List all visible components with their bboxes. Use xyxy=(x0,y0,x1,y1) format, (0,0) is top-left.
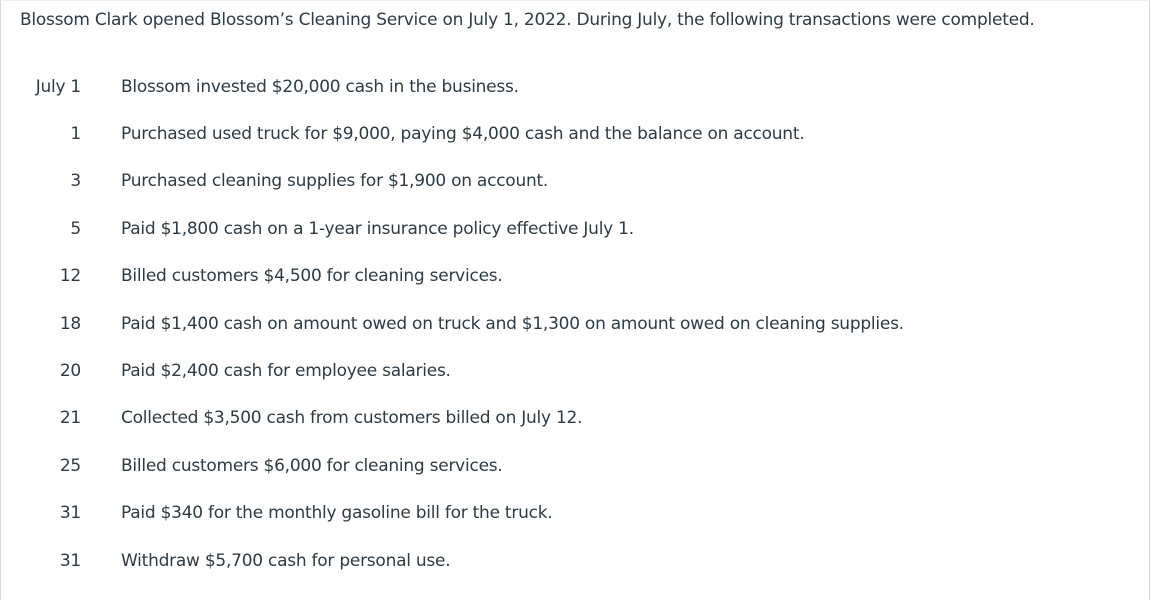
transaction-date: July 1 xyxy=(35,76,81,97)
table-row xyxy=(1,490,904,537)
table-row xyxy=(1,63,904,110)
table-row xyxy=(1,253,904,300)
table-row xyxy=(1,158,904,205)
table-row xyxy=(1,395,904,442)
transaction-description: Paid $1,800 cash on a 1-year insurance policy effective July 1. xyxy=(121,218,634,239)
table-row xyxy=(1,205,904,252)
transaction-date: 21 xyxy=(59,408,81,429)
transaction-date: 5 xyxy=(70,218,81,239)
transaction-description: Paid $2,400 cash for employee salaries. xyxy=(121,361,451,382)
table-row xyxy=(1,537,904,584)
table-row xyxy=(1,110,904,157)
transaction-date: 1 xyxy=(70,124,81,145)
transaction-description: Billed customers $4,500 for cleaning services. xyxy=(121,266,503,287)
transaction-description: Purchased used truck for $9,000, paying $4,000 cash and the balance on account. xyxy=(121,124,805,145)
table-row xyxy=(1,300,904,347)
problem-intro: Blossom Clark opened Blossom’s Cleaning Service on July 1, 2022. During July, the following transactions were completed. xyxy=(20,10,1035,30)
transaction-date: 20 xyxy=(59,361,81,382)
transaction-date: 31 xyxy=(59,550,81,571)
transaction-description: Collected $3,500 cash from customers billed on July 12. xyxy=(121,408,583,429)
transaction-date: 12 xyxy=(59,266,81,287)
transaction-description: Withdraw $5,700 cash for personal use. xyxy=(121,550,451,571)
table-row xyxy=(1,442,904,489)
transaction-date: 31 xyxy=(59,503,81,524)
transaction-date: 3 xyxy=(70,171,81,192)
table-row xyxy=(1,347,904,394)
transactions-table xyxy=(1,63,904,584)
transaction-date: 25 xyxy=(59,455,81,476)
transaction-description: Paid $1,400 cash on amount owed on truck and $1,300 on amount owed on cleaning supplies. xyxy=(121,313,904,334)
transaction-description: Purchased cleaning supplies for $1,900 on account. xyxy=(121,171,549,192)
transaction-date: 18 xyxy=(59,313,81,334)
transaction-description: Billed customers $6,000 for cleaning services. xyxy=(121,455,503,476)
transaction-description: Paid $340 for the monthly gasoline bill for the truck. xyxy=(121,503,553,524)
transaction-description: Blossom invested $20,000 cash in the business. xyxy=(121,76,519,97)
